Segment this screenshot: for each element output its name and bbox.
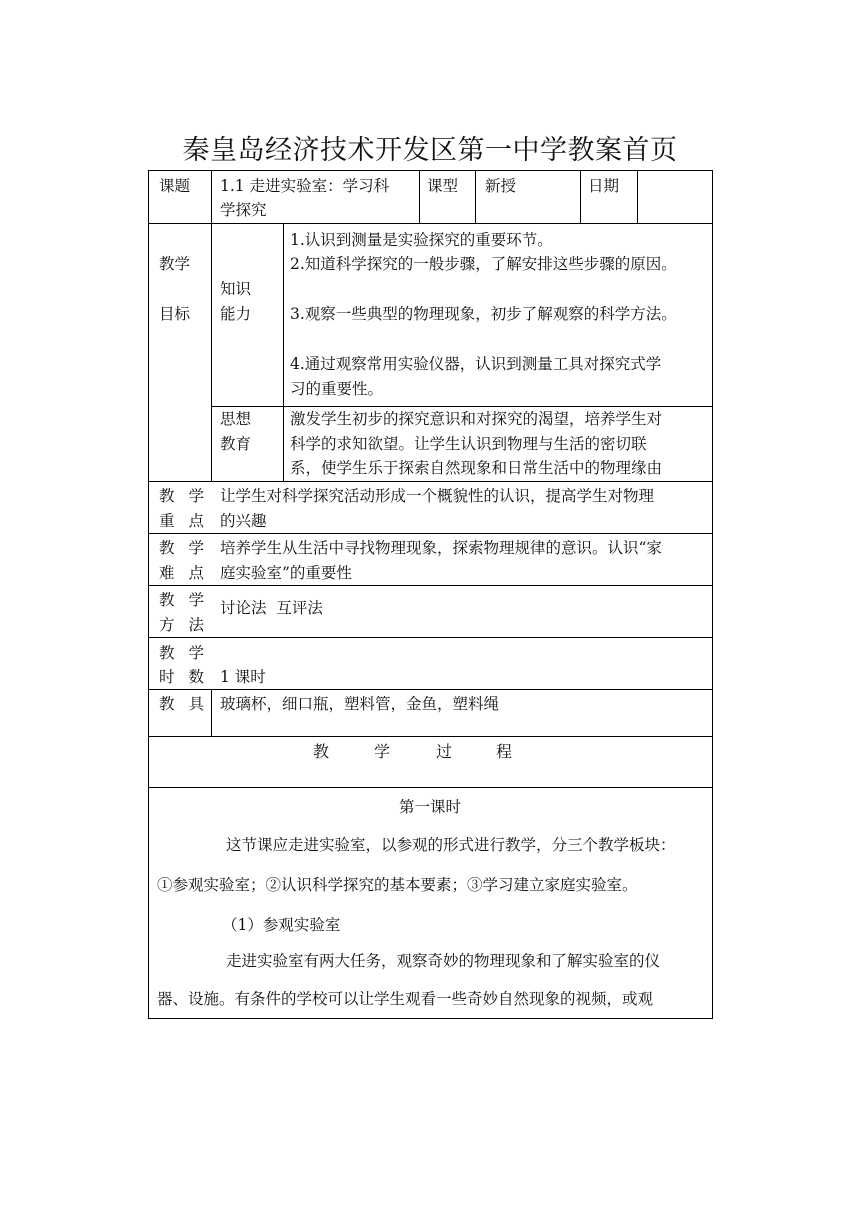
topic-value-line2: 学探究 bbox=[220, 201, 267, 219]
row-divider bbox=[148, 787, 713, 788]
hours-label-line1: 教学 bbox=[159, 644, 219, 662]
row-divider bbox=[148, 223, 713, 224]
hours-label-line2: 时数 bbox=[159, 668, 219, 686]
key-points-label-line1: 教学 bbox=[159, 487, 219, 505]
knowledge-label-line2: 能力 bbox=[220, 305, 252, 323]
topic-value-line1: 1.1 走进实验室：学习科 bbox=[220, 177, 390, 195]
column-divider bbox=[580, 170, 581, 224]
thought-line: 科学的求知欲望。让学生认识到物理与生活的密切联 bbox=[290, 435, 647, 453]
methods-value: 讨论法 互评法 bbox=[220, 599, 323, 617]
knowledge-item: 4.通过观察常用实验仪器，认识到测量工具对探究式学 bbox=[290, 355, 662, 373]
row-divider bbox=[148, 736, 713, 737]
table-left-border bbox=[148, 170, 149, 1019]
knowledge-label-line1: 知识 bbox=[220, 280, 252, 298]
key-points-line: 的兴趣 bbox=[220, 512, 267, 530]
type-value: 新授 bbox=[485, 177, 517, 195]
methods-label-line2: 方法 bbox=[159, 616, 219, 634]
date-label: 日期 bbox=[588, 177, 620, 195]
objectives-label-line2: 目标 bbox=[159, 305, 191, 323]
paragraph-line: 这节课应走进实验室，以参观的形式进行教学，分三个教学板块： bbox=[226, 836, 676, 854]
column-divider bbox=[419, 170, 420, 224]
difficulties-label-line2: 难点 bbox=[159, 564, 219, 582]
process-title-char: 学 bbox=[374, 742, 391, 761]
row-divider bbox=[148, 481, 713, 482]
column-divider bbox=[475, 170, 476, 224]
row-divider bbox=[148, 533, 713, 534]
knowledge-item: 3.观察一些典型的物理现象，初步了解观察的科学方法。 bbox=[290, 305, 677, 323]
thought-label-line2: 教育 bbox=[220, 435, 252, 453]
paragraph-line: 器、设施。有条件的学校可以让学生观看一些奇妙自然现象的视频，或观 bbox=[157, 990, 654, 1008]
thought-label-line1: 思想 bbox=[220, 410, 252, 428]
column-divider bbox=[283, 223, 284, 481]
type-label: 课型 bbox=[427, 177, 459, 195]
table-bottom-border bbox=[148, 1018, 713, 1019]
difficulties-label-line1: 教学 bbox=[159, 539, 219, 557]
row-divider bbox=[148, 585, 713, 586]
key-points-line: 让学生对科学探究活动形成一个概貌性的认识，提高学生对物理 bbox=[220, 487, 655, 505]
row-divider bbox=[148, 637, 713, 638]
difficulties-line: 培养学生从生活中寻找物理现象，探索物理规律的意识。认识“家 bbox=[220, 539, 662, 557]
lesson-title: 第一课时 bbox=[398, 798, 461, 816]
process-title-char: 教 bbox=[313, 742, 330, 761]
objectives-label-line1: 教学 bbox=[159, 255, 191, 273]
paragraph-line: ①参观实验室；②认识科学探究的基本要素；③学习建立家庭实验室。 bbox=[157, 876, 638, 894]
process-title-char: 过 bbox=[436, 742, 453, 761]
row-divider bbox=[148, 689, 713, 690]
knowledge-item: 2.知道科学探究的一般步骤，了解安排这些步骤的原因。 bbox=[290, 255, 677, 273]
thought-line: 激发学生初步的探究意识和对探究的渴望，培养学生对 bbox=[290, 410, 663, 428]
column-divider bbox=[637, 170, 638, 224]
paragraph-line: 走进实验室有两大任务，观察奇妙的物理现象和了解实验室的仪 bbox=[226, 952, 661, 970]
document-title: 秦皇岛经济技术开发区第一中学教案首页 bbox=[182, 135, 678, 166]
hours-value: 1 课时 bbox=[220, 668, 266, 686]
table-right-border bbox=[712, 170, 713, 1019]
thought-line: 系，使学生乐于探索自然现象和日常生活中的物理缘由 bbox=[290, 459, 663, 477]
column-divider bbox=[211, 170, 212, 481]
knowledge-item: 习的重要性。 bbox=[290, 380, 384, 398]
topic-label: 课题 bbox=[159, 177, 191, 195]
methods-label-line1: 教学 bbox=[159, 591, 219, 609]
tools-value: 玻璃杯，细口瓶，塑料管，金鱼，塑料绳 bbox=[220, 695, 500, 713]
table-top-border bbox=[148, 170, 713, 171]
process-title-char: 程 bbox=[496, 742, 513, 761]
knowledge-item: 1.认识到测量是实验探究的重要环节。 bbox=[290, 231, 553, 249]
difficulties-line: 庭实验室”的重要性 bbox=[220, 564, 352, 582]
key-points-label-line2: 重点 bbox=[159, 512, 219, 530]
section-heading: （1）参观实验室 bbox=[222, 916, 341, 934]
tools-label: 教具 bbox=[159, 695, 219, 713]
